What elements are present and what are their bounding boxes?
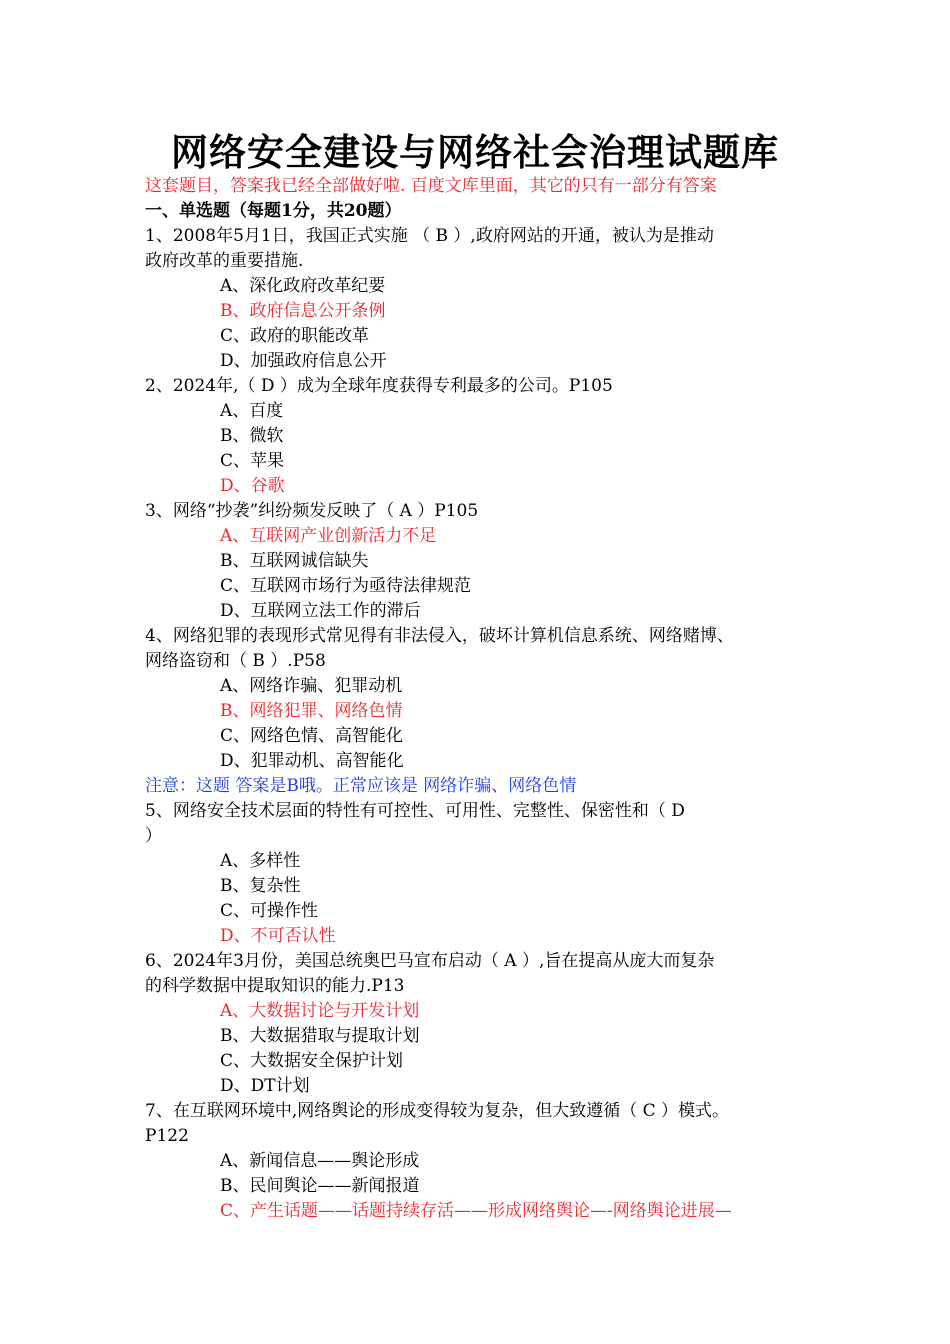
question-text: 7、在互联网环境中,网络舆论的形成变得较为复杂，但大致遵循（ C ）模式。 — [145, 1101, 730, 1121]
option-item: B、互联网诚信缺失 — [220, 551, 369, 571]
option-item: D、DT计划 — [220, 1076, 310, 1096]
option-item-answer: A、互联网产业创新活力不足 — [220, 526, 437, 546]
option-item: D、加强政府信息公开 — [220, 351, 387, 371]
question-text: 的科学数据中提取知识的能力.P13 — [145, 976, 405, 996]
option-item: C、苹果 — [220, 451, 285, 471]
question-text: 3、网络“抄袭”纠纷频发反映了（ A ）P105 — [145, 501, 479, 521]
option-item-answer: B、政府信息公开条例 — [220, 301, 386, 321]
question-text: 1、2008年5月1日，我国正式实施 （ B ）,政府网站的开通，被认为是推动 — [145, 226, 714, 246]
option-item: B、复杂性 — [220, 876, 301, 896]
option-item-answer: A、大数据讨论与开发计划 — [220, 1001, 420, 1021]
option-item-answer: C、产生话题——话题持续存活——形成网络舆论—-网络舆论进展— — [220, 1201, 732, 1221]
question-text: 5、网络安全技术层面的特性有可控性、可用性、完整性、保密性和（ D — [145, 801, 685, 821]
question-text: 政府改革的重要措施. — [145, 251, 304, 271]
option-item: D、互联网立法工作的滞后 — [220, 601, 421, 621]
question-text: 2、2024年,（ D ）成为全球年度获得专利最多的公司。P105 — [145, 376, 613, 396]
option-item: C、政府的职能改革 — [220, 326, 370, 346]
option-item: C、大数据安全保护计划 — [220, 1051, 404, 1071]
answer-note: 注意：这题 答案是B哦。正常应该是 网络诈骗、网络色情 — [145, 776, 577, 796]
option-item: A、网络诈骗、犯罪动机 — [220, 676, 403, 696]
section-heading: 一、单选题（每题1分，共20题） — [145, 201, 402, 221]
option-item-answer: D、谷歌 — [220, 476, 285, 496]
option-item: B、微软 — [220, 426, 284, 446]
question-text: ） — [145, 826, 162, 846]
option-item: C、互联网市场行为亟待法律规范 — [220, 576, 472, 596]
option-item-answer: D、不可否认性 — [220, 926, 336, 946]
document-title: 网络安全建设与网络社会治理试题库 — [171, 130, 779, 174]
option-item: A、百度 — [220, 401, 284, 421]
question-text: 网络盗窃和（ B ）.P58 — [145, 651, 326, 671]
option-item: A、新闻信息——舆论形成 — [220, 1151, 420, 1171]
option-item: C、可操作性 — [220, 901, 319, 921]
question-text: 6、2024年3月份，美国总统奥巴马宣布启动（ A ）,旨在提高从庞大而复杂 — [145, 951, 715, 971]
option-item: D、犯罪动机、高智能化 — [220, 751, 404, 771]
answer-notice: 这套题目，答案我已经全部做好啦. 百度文库里面，其它的只有一部分有答案 — [145, 176, 717, 196]
option-item: B、大数据猎取与提取计划 — [220, 1026, 420, 1046]
question-text: P122 — [145, 1126, 189, 1146]
option-item-answer: B、网络犯罪、网络色情 — [220, 701, 403, 721]
option-item: C、网络色情、高智能化 — [220, 726, 404, 746]
option-item: A、深化政府改革纪要 — [220, 276, 386, 296]
option-item: B、民间舆论——新闻报道 — [220, 1176, 420, 1196]
option-item: A、多样性 — [220, 851, 301, 871]
question-text: 4、网络犯罪的表现形式常见得有非法侵入，破坏计算机信息系统、网络赌博、 — [145, 626, 734, 646]
